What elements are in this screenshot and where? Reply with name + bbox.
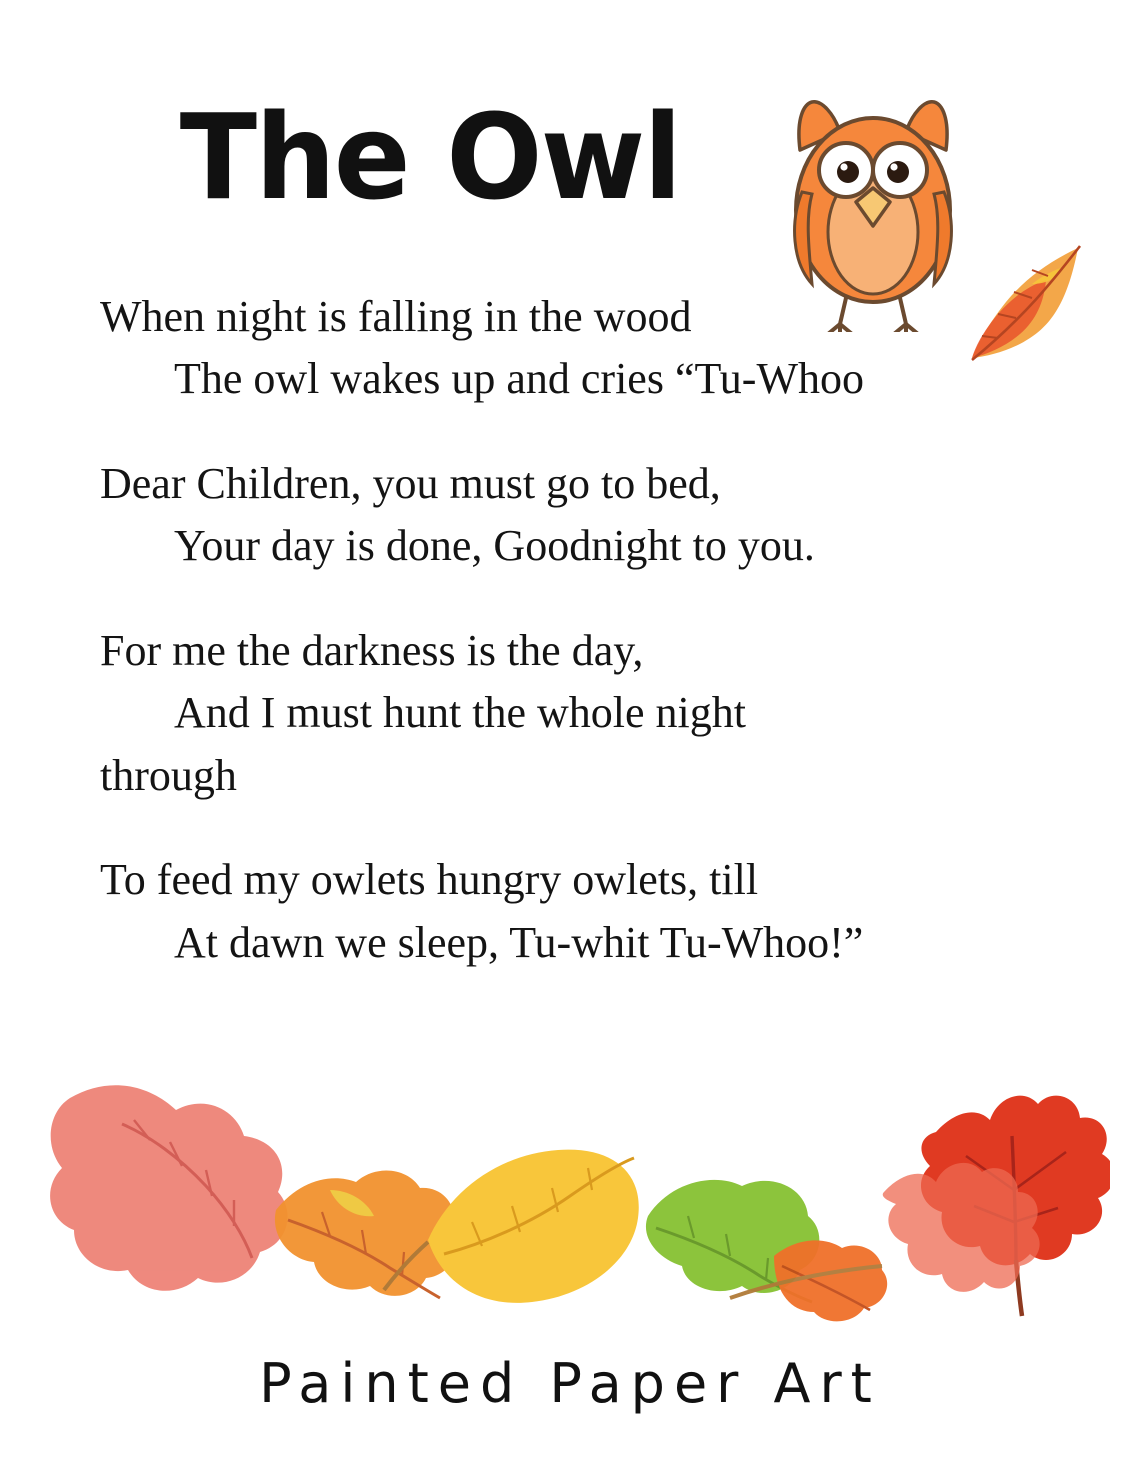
poem-body xyxy=(100,286,1060,1016)
poem-line: Dear Children, you must go to bed, xyxy=(100,458,721,508)
autumn-leaf-banner-icon xyxy=(30,1040,1110,1340)
poem-line: And I must hunt the whole night xyxy=(174,688,746,738)
stanza xyxy=(100,286,1060,411)
page-title: The Owl xyxy=(179,88,681,226)
poem-line: The owl wakes up and cries “Tu-Whoo xyxy=(174,354,864,404)
poem-line: At dawn we sleep, Tu-whit Tu-Whoo!” xyxy=(174,917,864,967)
poem-line: through xyxy=(100,750,237,800)
poem-line: For me the darkness is the day, xyxy=(100,625,644,675)
poem-line: Your day is done, Goodnight to you. xyxy=(174,521,815,571)
poem-line: When night is falling in the wood xyxy=(100,292,692,341)
title-row xyxy=(0,52,1140,302)
stanza xyxy=(100,620,1060,807)
poem-line: To feed my owlets hungry owlets, till xyxy=(100,855,759,905)
stanza xyxy=(100,849,1060,974)
stanza xyxy=(100,453,1060,578)
footer-brand: Painted Paper Art xyxy=(259,1352,881,1415)
